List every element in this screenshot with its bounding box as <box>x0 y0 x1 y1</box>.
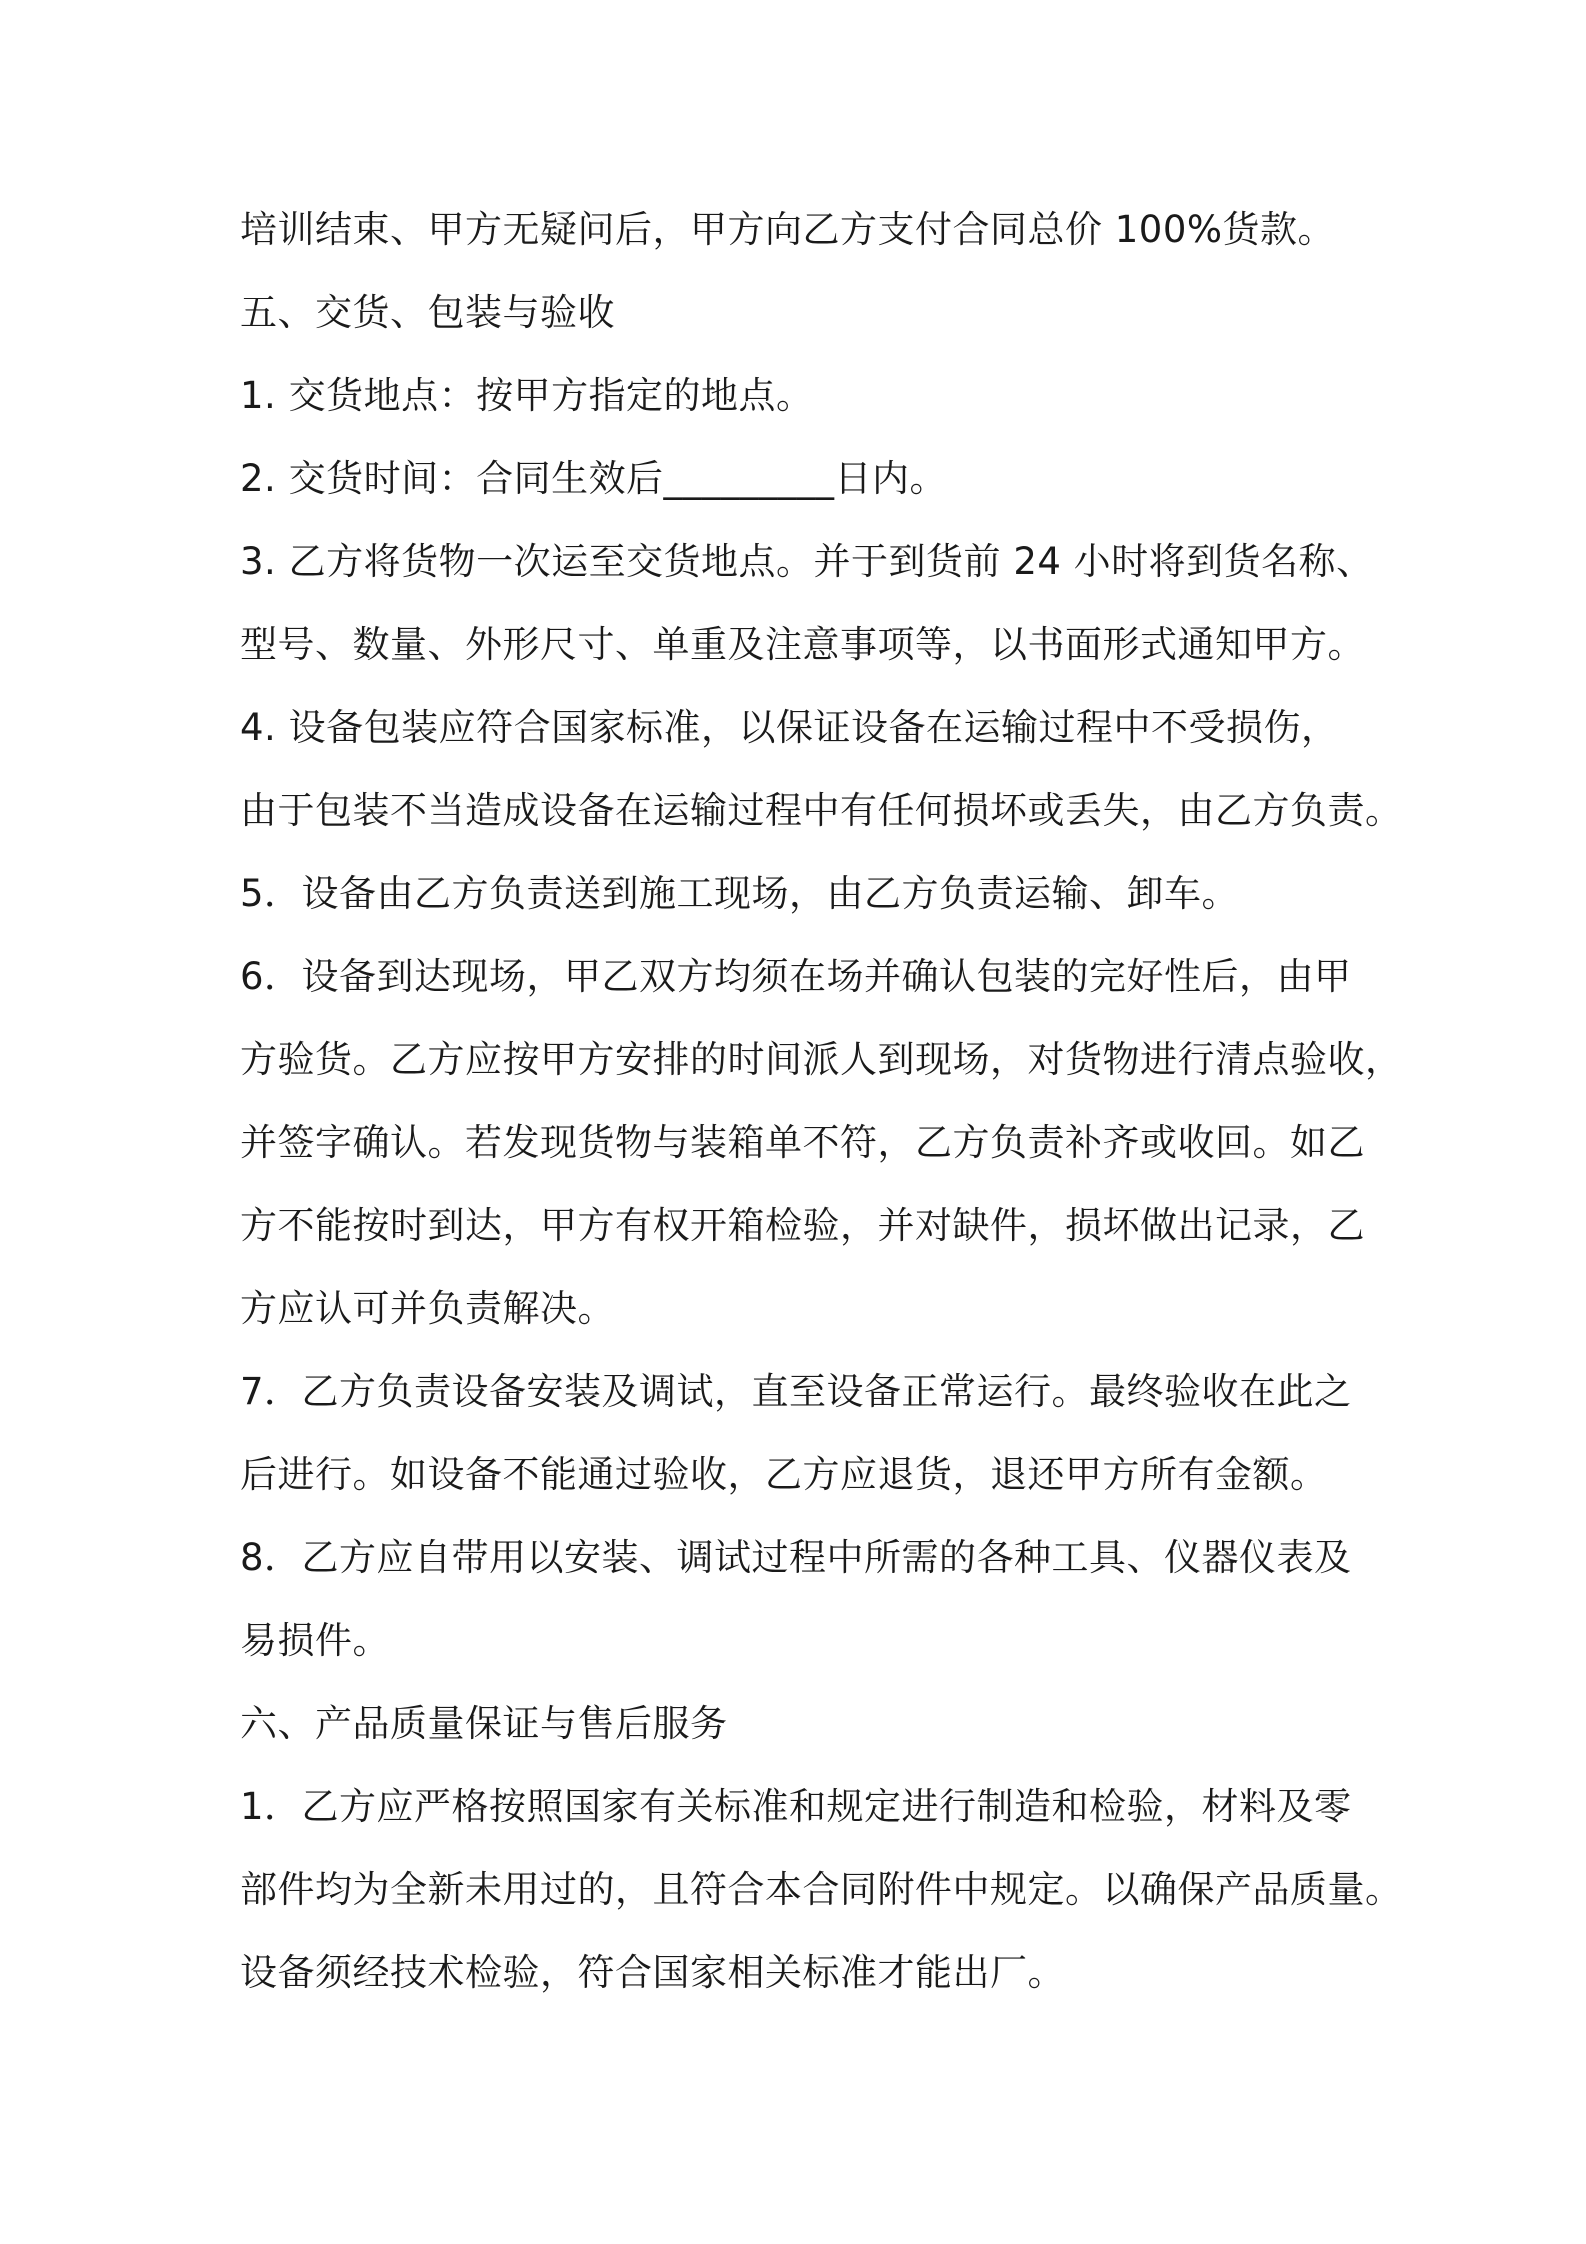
clause-3-line-1: 3. 乙方将货物一次运至交货地点。并于到货前 24 小时将到货名称、 <box>240 540 1374 583</box>
clause-4-line-1: 4. 设备包装应符合国家标准，以保证设备在运输过程中不受损伤， <box>240 706 1339 749</box>
text-line-payment: 培训结束、甲方无疑问后，甲方向乙方支付合同总价 100%货款。 <box>240 208 1336 251</box>
quality-clause-1-line-3: 设备须经技术检验，符合国家相关标准才能出厂。 <box>240 1951 1065 1994</box>
clause-6-line-3: 并签字确认。若发现货物与装箱单不符，乙方负责补齐或收回。如乙 <box>240 1121 1365 1164</box>
section-heading-delivery: 五、交货、包装与验收 <box>240 291 615 334</box>
quality-clause-1-line-1: 1．乙方应严格按照国家有关标准和规定进行制造和检验，材料及零 <box>240 1785 1352 1828</box>
clause-3-line-2: 型号、数量、外形尺寸、单重及注意事项等，以书面形式通知甲方。 <box>240 623 1365 666</box>
clause-8-line-1: 8．乙方应自带用以安装、调试过程中所需的各种工具、仪器仪表及 <box>240 1536 1352 1579</box>
clause-6-line-4: 方不能按时到达，甲方有权开箱检验，并对缺件，损坏做出记录，乙 <box>240 1204 1365 1247</box>
clause-8-line-2: 易损件。 <box>240 1619 390 1662</box>
clause-4-line-2: 由于包装不当造成设备在运输过程中有任何损坏或丢失，由乙方负责。 <box>240 789 1403 832</box>
section-heading-quality: 六、产品质量保证与售后服务 <box>240 1702 728 1745</box>
quality-clause-1-line-2: 部件均为全新未用过的，且符合本合同附件中规定。以确保产品质量。 <box>240 1868 1403 1911</box>
clause-6-line-2: 方验货。乙方应按甲方安排的时间派人到现场，对货物进行清点验收， <box>240 1038 1403 1081</box>
clause-7-line-2: 后进行。如设备不能通过验收，乙方应退货，退还甲方所有金额。 <box>240 1453 1328 1496</box>
clause-6-line-5: 方应认可并负责解决。 <box>240 1287 615 1330</box>
clause-6-line-1: 6．设备到达现场，甲乙双方均须在场并确认包装的完好性后，由甲 <box>240 955 1352 998</box>
clause-delivery-time: 2. 交货时间：合同生效后_________日内。 <box>240 457 948 500</box>
clause-delivery-place: 1. 交货地点：按甲方指定的地点。 <box>240 374 814 417</box>
clause-7-line-1: 7．乙方负责设备安装及调试，直至设备正常运行。最终验收在此之 <box>240 1370 1352 1413</box>
clause-5: 5．设备由乙方负责送到施工现场，由乙方负责运输、卸车。 <box>240 872 1240 915</box>
